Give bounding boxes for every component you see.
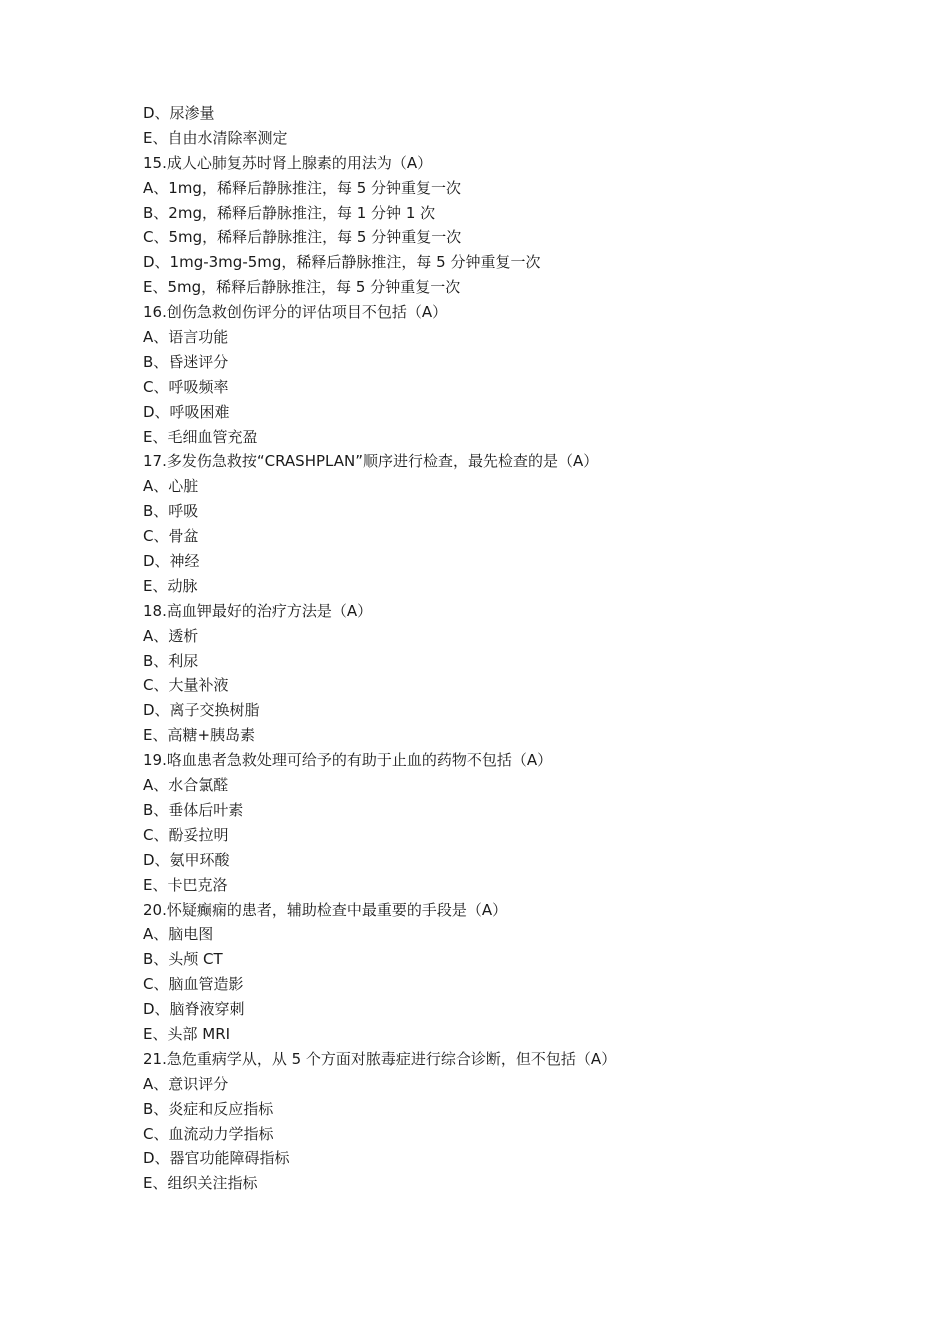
answer-option: E、卡巴克洛 <box>143 875 228 894</box>
answer-option: D、呼吸困难 <box>143 402 230 421</box>
answer-option: A、透析 <box>143 626 199 645</box>
answer-option: B、昏迷评分 <box>143 352 229 371</box>
answer-option: E、头部 MRI <box>143 1024 231 1043</box>
answer-option: B、利尿 <box>143 651 199 670</box>
question-stem: 16.创伤急救创伤评分的评估项目不包括（A） <box>143 303 448 322</box>
answer-option: D、尿渗量 <box>143 104 215 122</box>
answer-option: C、脑血管造影 <box>143 975 244 994</box>
answer-option: B、2mg，稀释后静脉推注，每 1 分钟 1 次 <box>143 203 436 222</box>
answer-option: E、自由水清除率测定 <box>143 128 288 147</box>
answer-option: A、1mg，稀释后静脉推注，每 5 分钟重复一次 <box>143 178 462 197</box>
answer-option: D、氨甲环酸 <box>143 850 230 869</box>
question-stem: 18.高血钾最好的治疗方法是（A） <box>143 601 373 620</box>
answer-option: C、大量补液 <box>143 676 229 695</box>
answer-option: C、骨盆 <box>143 527 199 546</box>
answer-option: A、心脏 <box>143 477 199 496</box>
answer-option: B、炎症和反应指标 <box>143 1099 274 1118</box>
answer-option: B、垂体后叶素 <box>143 800 244 819</box>
answer-option: C、血流动力学指标 <box>143 1124 274 1143</box>
answer-option: D、1mg-3mg-5mg，稀释后静脉推注，每 5 分钟重复一次 <box>143 253 541 272</box>
answer-option: A、脑电图 <box>143 925 214 944</box>
answer-option: D、器官功能障碍指标 <box>143 1149 290 1168</box>
question-stem: 20.怀疑癫痫的患者，辅助检查中最重要的手段是（A） <box>143 900 508 919</box>
answer-option: C、呼吸频率 <box>143 377 229 396</box>
answer-option: E、毛细血管充盈 <box>143 427 258 446</box>
answer-option: E、动脉 <box>143 576 198 595</box>
answer-option: E、5mg，稀释后静脉推注，每 5 分钟重复一次 <box>143 278 461 297</box>
question-list <box>143 101 863 1196</box>
answer-option: D、神经 <box>143 552 200 571</box>
answer-option: D、脑脊液穿刺 <box>143 1000 245 1019</box>
answer-option: C、酚妥拉明 <box>143 825 229 844</box>
question-stem: 21.急危重病学从，从 5 个方面对脓毒症进行综合诊断，但不包括（A） <box>143 1049 617 1068</box>
answer-option: D、离子交换树脂 <box>143 701 260 720</box>
answer-option: B、头颅 CT <box>143 950 223 969</box>
answer-option: A、水合氯醛 <box>143 776 229 795</box>
answer-option: E、高糖+胰岛素 <box>143 726 256 745</box>
answer-option: C、5mg，稀释后静脉推注，每 5 分钟重复一次 <box>143 228 462 247</box>
question-stem: 15.成人心肺复苏时肾上腺素的用法为（A） <box>143 153 433 172</box>
answer-option: E、组织关注指标 <box>143 1174 258 1193</box>
question-stem: 17.多发伤急救按“CRASHPLAN”顺序进行检查，最先检查的是（A） <box>143 452 599 471</box>
answer-option: A、意识评分 <box>143 1074 229 1093</box>
answer-option: B、呼吸 <box>143 502 199 521</box>
answer-option: A、语言功能 <box>143 328 229 347</box>
question-stem: 19.咯血患者急救处理可给予的有助于止血的药物不包括（A） <box>143 751 553 770</box>
